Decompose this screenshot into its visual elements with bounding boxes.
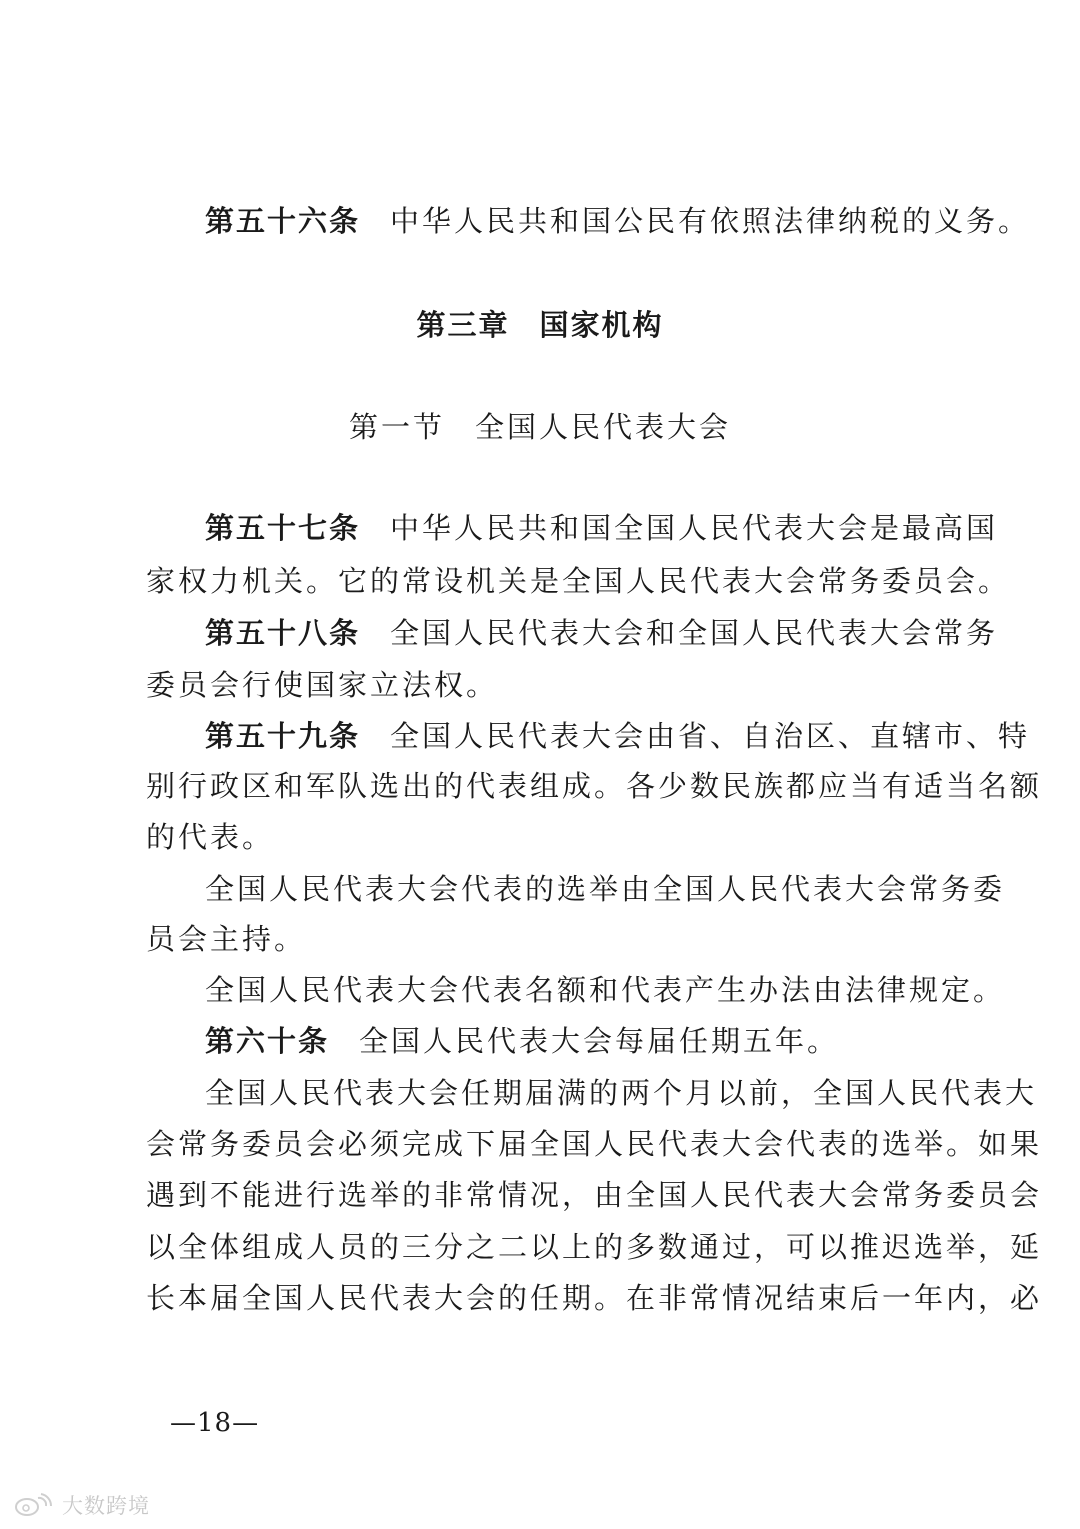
watermark-text: 大数跨境	[62, 1494, 150, 1518]
page-number: —18—	[170, 1408, 260, 1438]
weibo-logo-icon	[14, 1492, 54, 1518]
watermark	[14, 1490, 150, 1520]
section-number: 第一节	[348, 410, 445, 444]
article-58-label: 第五十八条	[205, 616, 361, 650]
article-60-line-1: 全国人民代表大会每届任期五年。	[359, 1024, 840, 1058]
article-58-line-1: 全国人民代表大会和全国人民代表大会常务	[390, 616, 999, 650]
article-59-label: 第五十九条	[205, 719, 361, 753]
chapter-number: 第三章	[416, 308, 510, 342]
article-56	[205, 201, 1031, 241]
article-59-line-1: 全国人民代表大会由省、自治区、直辖市、特	[390, 719, 1031, 753]
article-56-label: 第五十六条	[205, 204, 361, 238]
article-60-label: 第六十条	[205, 1024, 330, 1058]
article-57-line-2: 家权力机关。它的常设机关是全国人民代表大会常务委员会。	[146, 564, 1011, 598]
article-60-para2-line-3: 遇到不能进行选举的非常情况，由全国人民代表大会常务委员会	[146, 1178, 1043, 1212]
article-57-line-1: 中华人民共和国全国人民代表大会是最高国	[390, 511, 999, 545]
article-59-para2-line-2: 员会主持。	[146, 922, 307, 956]
article-59-line-2: 别行政区和军队选出的代表组成。各少数民族都应当有适当名额	[146, 769, 1043, 803]
article-59-para2-line-1: 全国人民代表大会代表的选举由全国人民代表大会常务委	[205, 872, 1006, 906]
article-56-text: 中华人民共和国公民有依照法律纳税的义务。	[390, 204, 1031, 238]
section-title: 全国人民代表大会	[475, 410, 732, 444]
article-60-para2-line-5: 长本届全国人民代表大会的任期。在非常情况结束后一年内，必	[146, 1281, 1043, 1315]
article-59-line-3: 的代表。	[146, 820, 275, 854]
article-57-label: 第五十七条	[205, 511, 361, 545]
chapter-title: 国家机构	[539, 308, 664, 342]
article-58-line-2: 委员会行使国家立法权。	[146, 668, 499, 702]
article-60	[205, 1021, 1015, 1061]
section-heading	[0, 407, 1080, 447]
article-59	[205, 716, 1031, 756]
article-58	[205, 613, 1015, 653]
chapter-heading	[0, 305, 1080, 345]
article-57	[205, 508, 1015, 548]
article-60-para2-line-2: 会常务委员会必须完成下届全国人民代表大会代表的选举。如果	[146, 1127, 1043, 1161]
article-60-para2-line-1: 全国人民代表大会任期届满的两个月以前，全国人民代表大	[205, 1076, 1038, 1110]
article-59-para3-line-1: 全国人民代表大会代表名额和代表产生办法由法律规定。	[205, 973, 1006, 1007]
article-60-para2-line-4: 以全体组成人员的三分之二以上的多数通过，可以推迟选举，延	[146, 1230, 1043, 1264]
